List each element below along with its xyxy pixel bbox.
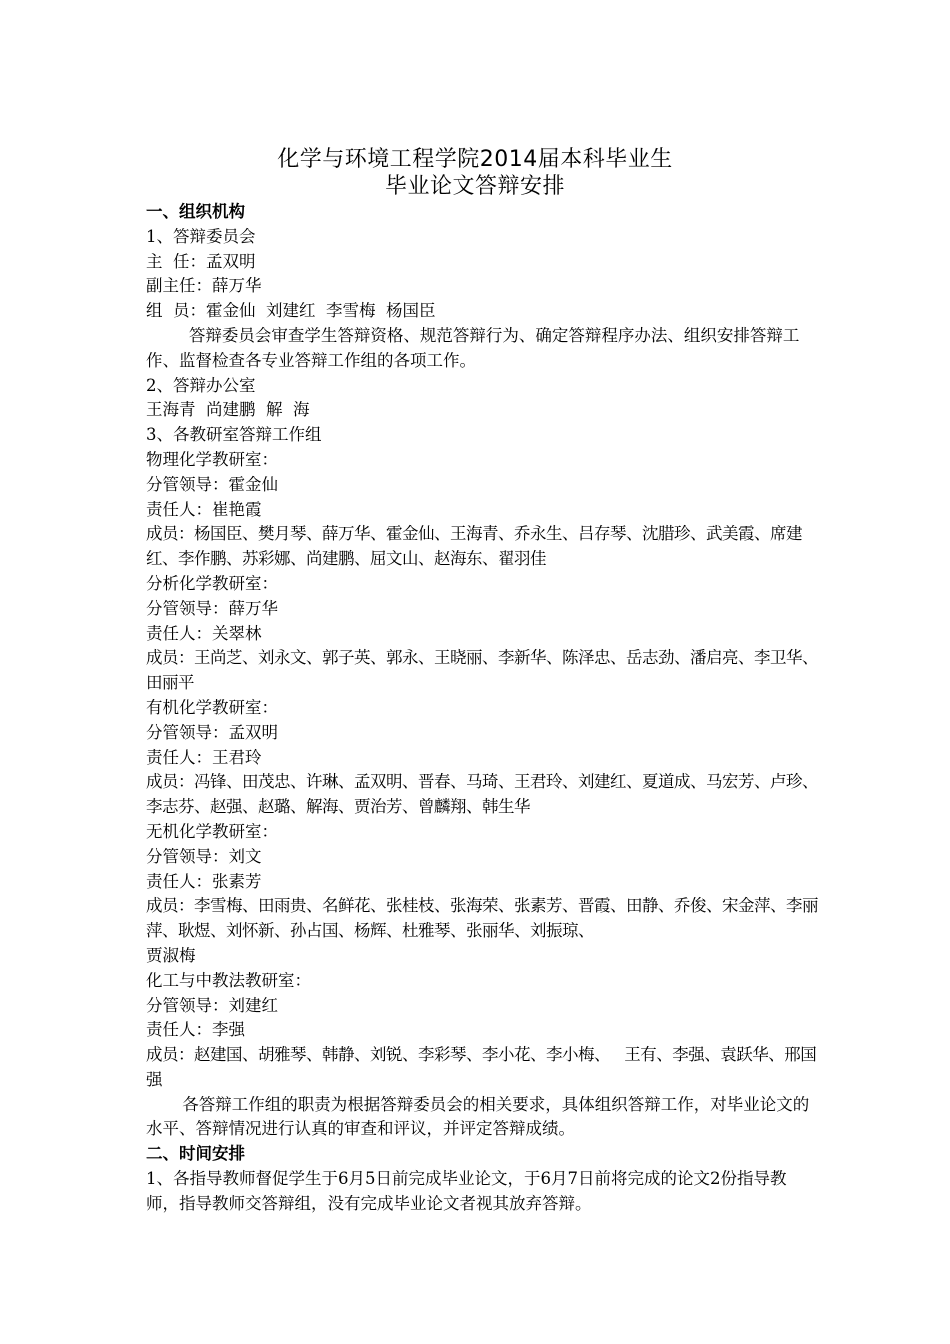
group-members: 成员：王尚芝、刘永文、郭子英、郭永、王晓丽、李新华、陈泽忠、岳志劲、潘启亮、李卫华、田丽平 [146, 648, 818, 693]
section-heading-schedule: 二、时间安排 [146, 1144, 245, 1164]
document-title: 化学与环境工程学院2014届本科毕业生 [277, 147, 673, 172]
group-responsible: 责任人：崔艳霞 [146, 499, 262, 519]
group-members: 成员：杨国臣、樊月琴、薛万华、霍金仙、王海青、乔永生、吕存琴、沈腊珍、武美霞、席建红、李作鹏、苏彩娜、尚建鹏、屈文山、赵海东、翟羽佳 [146, 524, 802, 569]
subsection-office: 2、答辩办公室 [146, 375, 256, 395]
group-members-continued: 贾淑梅 [146, 945, 196, 965]
group-leader: 分管领导：孟双明 [146, 722, 278, 742]
group-responsible: 责任人：关翠林 [146, 623, 262, 643]
work-group-duties: 各答辩工作组的职责为根据答辩委员会的相关要求，具体组织答辩工作，对毕业论文的水平、答辩情况进行认真的审查和评议，并评定答辩成绩。 [146, 1094, 810, 1139]
committee-duties: 答辩委员会审查学生答辩资格、规范答辩行为、确定答辩程序办法、组织安排答辩工作、监督检查各专业答辩工作组的各项工作。 [146, 325, 800, 370]
group-inorganic-chemistry: 无机化学教研室： [146, 821, 278, 841]
group-members: 成员：赵建国、胡雅琴、韩静、刘锐、李彩琴、李小花、李小梅、 王有、李强、袁跃华、邢国强 [146, 1045, 817, 1089]
subsection-work-groups: 3、各教研室答辩工作组 [146, 425, 322, 445]
group-members: 成员：冯锋、田茂忠、许琳、孟双明、晋春、马琦、王君玲、刘建红、夏道成、马宏芳、卢珍、李志芬、赵强、赵璐、解海、贾治芳、曾麟翔、韩生华 [146, 772, 818, 817]
committee-vice-chair: 副主任：薛万华 [146, 276, 262, 296]
group-leader: 分管领导：刘文 [146, 846, 262, 866]
group-leader: 分管领导：刘建红 [146, 995, 278, 1015]
group-members: 成员：李雪梅、田雨贵、名鲜花、张桂枝、张海荣、张素芳、晋霞、田静、乔俊、宋金萍、李丽萍、耿煜、刘怀新、孙占国、杨辉、杜雅琴、张丽华、刘振琼、 [146, 896, 818, 941]
group-responsible: 责任人：王君玲 [146, 747, 262, 767]
group-leader: 分管领导：薛万华 [146, 598, 278, 618]
section-heading-organization: 一、组织机构 [146, 202, 245, 221]
committee-members: 组 员：霍金仙 刘建红 李雪梅 杨国臣 [146, 301, 436, 321]
schedule-item-1: 1、各指导教师督促学生于6月5日前完成毕业论文，于6月7日前将完成的论文2份指导教师，指导教师交答辩组，没有完成毕业论文者视其放弃答辩。 [146, 1169, 787, 1213]
group-responsible: 责任人：李强 [146, 1020, 245, 1040]
document-body [146, 200, 818, 1217]
committee-chair: 主 任：孟双明 [146, 251, 256, 271]
group-analytical-chemistry: 分析化学教研室： [146, 573, 278, 593]
group-physical-chemistry: 物理化学教研室： [146, 449, 278, 469]
subsection-committee: 1、答辩委员会 [146, 226, 256, 246]
group-organic-chemistry: 有机化学教研室： [146, 697, 278, 717]
group-responsible: 责任人：张素芳 [146, 871, 262, 891]
office-members: 王海青 尚建鹏 解 海 [146, 400, 310, 420]
group-chemical-engineering: 化工与中教法教研室： [146, 970, 311, 990]
document-subtitle: 毕业论文答辩安排 [384, 174, 565, 199]
group-leader: 分管领导：霍金仙 [146, 474, 278, 494]
